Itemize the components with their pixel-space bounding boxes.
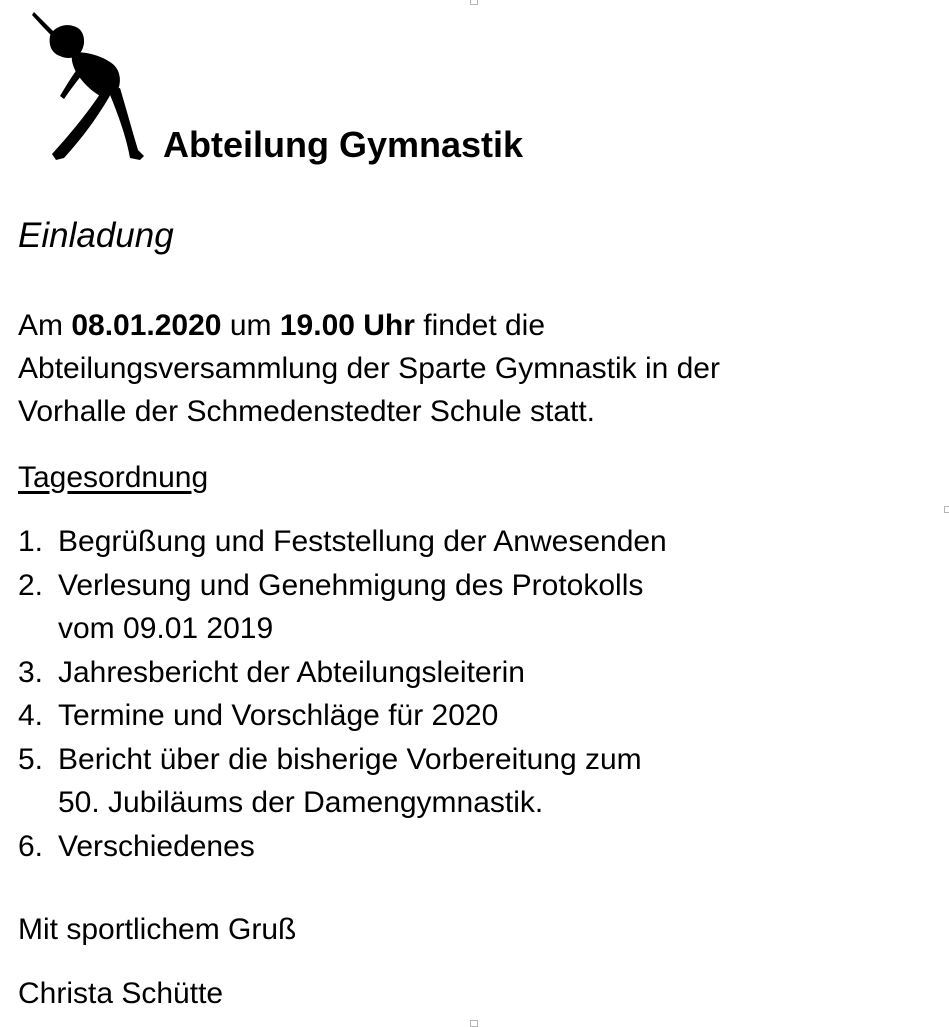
agenda-item-text: Verschiedenes — [58, 829, 255, 863]
agenda-item-text: Bericht über die bisherige Vorbereitung zum — [58, 742, 642, 776]
meeting-date: 08.01.2020 — [71, 309, 222, 342]
resize-handle-top[interactable] — [470, 0, 478, 5]
agenda-item-continuation: 50. Jubiläums der Damengymnastik. — [58, 786, 544, 819]
closing-greeting: Mit sportlichem Gruß — [18, 913, 297, 946]
invitation-text — [18, 304, 720, 433]
agenda-item-continuation: vom 09.01 2019 — [58, 612, 274, 645]
meeting-time: 19.00 Uhr — [279, 309, 415, 342]
invitation-heading: Einladung — [18, 216, 174, 255]
agenda-item — [18, 738, 667, 825]
page-title: Abteilung Gymnastik — [163, 124, 524, 165]
agenda-item-number: 3. — [18, 655, 44, 689]
agenda-item — [18, 694, 667, 738]
invitation-text-pre: Am — [18, 309, 72, 342]
gymnast-silhouette-icon — [28, 10, 148, 162]
invitation-text-post: findet die — [414, 309, 546, 342]
invitation-line-2: Abteilungsversammlung der Sparte Gymnastik in der — [18, 352, 720, 385]
agenda-item-text: Termine und Vorschläge für 2020 — [58, 699, 499, 732]
agenda-item — [18, 825, 667, 869]
invitation-line-1 — [18, 304, 720, 347]
invitation-line-3: Vorhalle der Schmedenstedter Schule statt. — [18, 395, 596, 428]
agenda-item-text: Verlesung und Genehmigung des Protokolls — [58, 568, 644, 602]
agenda-item-text: Begrüßung und Feststellung der Anwesenden — [58, 525, 667, 558]
agenda-item-number: 4. — [18, 699, 44, 732]
agenda-item-text: Jahresbericht der Abteilungsleiterin — [58, 655, 525, 689]
agenda-item-number: 6. — [18, 829, 44, 863]
agenda-item — [18, 651, 667, 695]
agenda-heading: Tagesordnung — [18, 461, 209, 494]
agenda-item-number: 1. — [18, 525, 44, 558]
signature-name: Christa Schütte — [18, 977, 224, 1010]
agenda-item-number: 2. — [18, 568, 44, 602]
resize-handle-right[interactable] — [944, 506, 949, 513]
agenda-item-number: 5. — [18, 742, 44, 776]
invitation-text-mid: um — [221, 309, 280, 342]
agenda-item — [18, 520, 667, 564]
agenda-list — [18, 520, 667, 868]
agenda-item — [18, 564, 667, 651]
